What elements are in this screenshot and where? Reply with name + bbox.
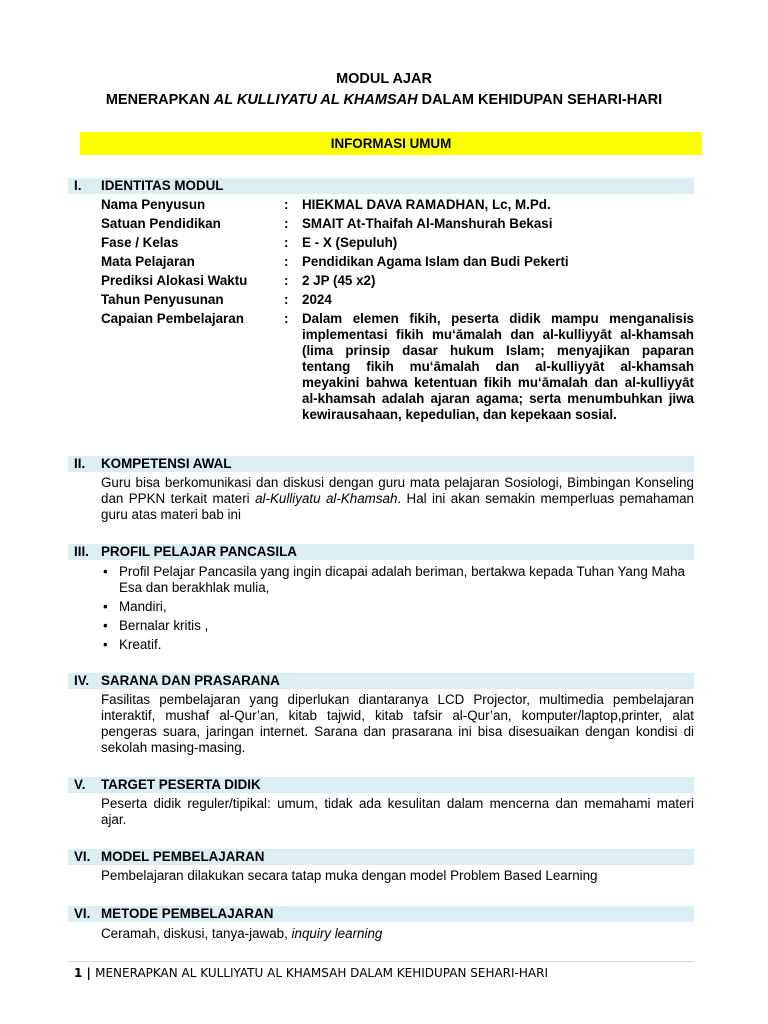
footer-divider (68, 961, 694, 962)
identity-row-tahun (101, 290, 701, 309)
identity-value: Pendidikan Agama Islam dan Budi Pekerti (302, 254, 569, 269)
identity-label: Mata Pelajaran (101, 254, 195, 269)
identity-colon: : (284, 273, 289, 288)
section-number: VI. (74, 849, 91, 864)
section-heading-identitas (68, 178, 694, 194)
bullet: • (103, 599, 108, 614)
sarana-text: Fasilitas pembelajaran yang diperlukan diantaranya LCD Projector, multimedia pembelajaran interaktif, mushaf al-Qur’an, kitab tajwid, kitab tafsir al-Qur’an, komputer/laptop,printer, alat pengeras suara, jaringan internet. Sarana dan prasarana ini bisa disesuaikan dengan kondisi di sekolah masing-masing. (101, 692, 694, 755)
section-title: TARGET PESERTA DIDIK (101, 777, 261, 792)
section-heading-target (68, 777, 694, 793)
identity-row-satuan (101, 214, 701, 233)
section-number: IV. (74, 673, 90, 688)
metode-text-italic: inquiry learning (291, 926, 383, 941)
info-umum-bar: INFORMASI UMUM (80, 132, 702, 155)
list-item (101, 599, 694, 615)
identity-colon: : (284, 254, 289, 269)
identity-row-nama (101, 195, 701, 214)
kompetensi-text-italic: al-Kulliyatu al-Khamsah (255, 491, 398, 506)
identity-value: HIEKMAL DAVA RAMADHAN, Lc, M.Pd. (302, 197, 551, 212)
section-number: II. (74, 456, 86, 471)
profil-list (101, 564, 694, 656)
section-number: I. (74, 178, 82, 193)
target-text: Peserta didik reguler/tipikal: umum, tidak ada kesulitan dalam mencerna dan memahami materi ajar. (101, 796, 694, 827)
list-item-text: Mandiri, (119, 599, 167, 614)
identity-label: Prediksi Alokasi Waktu (101, 273, 248, 288)
identity-label: Nama Penyusun (101, 197, 206, 212)
kompetensi-text-pre: Guru bisa berkomunikasi dan diskusi dengan guru mata pelajaran Sosiologi, Bimbingan Konseling dan PPKN terkait materi (101, 475, 694, 506)
list-item-text: Kreatif. (119, 637, 162, 652)
list-item-text: Profil Pelajar Pancasila yang ingin dicapai adalah beriman, bertakwa kepada Tuhan Yang Maha Esa dan berakhlak mulia, (119, 564, 685, 595)
page-number: 1 (74, 966, 83, 980)
bullet: • (103, 618, 108, 633)
list-item (101, 618, 694, 634)
kompetensi-text-post: . Hal ini akan semakin memperluas pemahaman guru atas materi bab ini (101, 491, 694, 522)
identity-colon: : (284, 197, 289, 212)
footer-text: MENERAPKAN AL KULLIYATU AL KHAMSAH DALAM KEHIDUPAN SEHARI-HARI (95, 966, 548, 980)
section-heading-sarana (68, 673, 694, 689)
document-subtitle (0, 92, 768, 108)
identity-colon: : (284, 216, 289, 231)
footer-separator: | (82, 966, 96, 980)
list-item (101, 564, 694, 596)
identity-row-mapel (101, 252, 701, 271)
identity-label: Satuan Pendidikan (101, 216, 221, 231)
list-item-text: Bernalar kritis , (119, 618, 209, 633)
identity-label: Tahun Penyusunan (101, 292, 224, 307)
section-title: KOMPETENSI AWAL (101, 456, 232, 471)
metode-text (101, 926, 694, 942)
document-title: MODUL AJAR (336, 71, 432, 87)
subtitle-post: DALAM KEHIDUPAN SEHARI-HARI (417, 92, 663, 108)
identity-colon: : (284, 292, 289, 307)
identity-label: Fase / Kelas (101, 235, 179, 250)
capaian-text: Dalam elemen fikih, peserta didik mampu menganalisis implementasi fikih mu‘āmalah dan al-kulliyyāt al-khamsah (lima prinsip dasar hukum Islam; menyajikan paparan tentang fikih mu‘āmalah dan al-kulliyyāt al-khamsah meyakini bahwa ketentuan fikih mu‘āmalah dan al-kulliyyāt al-khamsah adalah ajaran agama; serta menumbuhkan jiwa kewirausahaan, kepedulian, dan kepekaan sosial. (302, 311, 694, 422)
section-title: IDENTITAS MODUL (101, 178, 224, 193)
identity-colon: : (284, 311, 289, 326)
identity-colon: : (284, 235, 289, 250)
section-number: V. (74, 777, 86, 792)
identity-value: SMAIT At-Thaifah Al-Manshurah Bekasi (302, 216, 553, 231)
bullet: • (103, 564, 108, 579)
metode-text-pre: Ceramah, diskusi, tanya-jawab, (101, 926, 292, 941)
section-heading-kompetensi (68, 456, 694, 472)
identity-label: Capaian Pembelajaran (101, 311, 244, 326)
section-heading-metode (68, 906, 694, 922)
identity-value: 2 JP (45 x2) (302, 273, 376, 288)
section-title: METODE PEMBELAJARAN (101, 906, 274, 921)
section-title: SARANA DAN PRASARANA (101, 673, 280, 688)
identity-row-alokasi (101, 271, 701, 290)
subtitle-pre: MENERAPKAN (105, 92, 214, 108)
identity-value: E - X (Sepuluh) (302, 235, 398, 250)
subtitle-italic: AL KULLIYATU AL KHAMSAH (213, 92, 418, 108)
kompetensi-text (101, 475, 694, 523)
section-number: VI. (74, 906, 91, 921)
list-item (101, 637, 694, 653)
bullet: • (103, 637, 108, 652)
identity-value: 2024 (302, 292, 332, 307)
section-title: MODEL PEMBELAJARAN (101, 849, 265, 864)
page-footer (74, 966, 548, 980)
model-text: Pembelajaran dilakukan secara tatap muka dengan model Problem Based Learning (101, 868, 598, 883)
section-heading-model (68, 849, 694, 865)
section-title: PROFIL PELAJAR PANCASILA (101, 544, 297, 559)
section-heading-profil (68, 544, 694, 560)
section-number: III. (74, 544, 89, 559)
identity-row-fase (101, 233, 701, 252)
